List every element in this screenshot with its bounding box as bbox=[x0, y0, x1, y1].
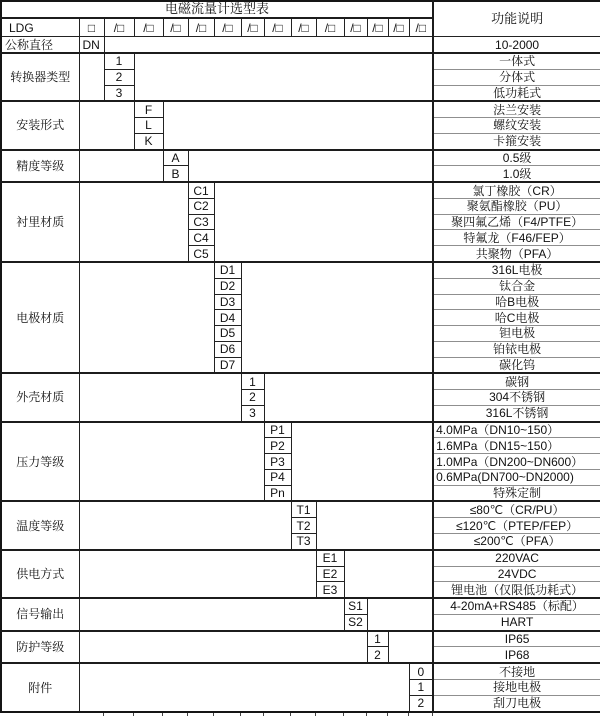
code-cell: 2 bbox=[104, 69, 134, 85]
function-column-header: 功能说明 bbox=[433, 1, 600, 37]
code-slot-cell: /□ bbox=[344, 18, 367, 37]
description-cell: 钽电极 bbox=[433, 326, 600, 342]
code-cell: D7 bbox=[214, 357, 241, 373]
groups-body bbox=[1, 1, 600, 712]
code-cell: K bbox=[134, 133, 163, 149]
description-cell: 碳化钨 bbox=[433, 357, 600, 373]
spacer-cell bbox=[79, 422, 264, 502]
table-row bbox=[1, 262, 600, 278]
description-cell: 氯丁橡胶（CR） bbox=[433, 182, 600, 198]
description-cell: 0.5级 bbox=[433, 150, 600, 166]
spacer-cell bbox=[79, 550, 316, 598]
code-cell: E2 bbox=[316, 566, 344, 582]
code-cell: T3 bbox=[291, 533, 316, 549]
code-slot-cell: /□ bbox=[409, 18, 433, 37]
spacer-cell bbox=[79, 373, 241, 421]
code-cell: T1 bbox=[291, 501, 316, 517]
code-cell: C3 bbox=[188, 214, 214, 230]
table-row bbox=[1, 53, 600, 69]
description-cell: 低功耗式 bbox=[433, 85, 600, 101]
table-row bbox=[1, 598, 600, 614]
spacer-cell bbox=[188, 150, 433, 183]
description-cell: 分体式 bbox=[433, 69, 600, 85]
code-cell: P2 bbox=[264, 438, 291, 454]
table-row bbox=[1, 422, 600, 438]
code-cell: C1 bbox=[188, 182, 214, 198]
code-cell: C2 bbox=[188, 198, 214, 214]
code-cell: 1 bbox=[409, 679, 433, 695]
description-cell: 特氟龙（F46/FEP） bbox=[433, 230, 600, 246]
spacer-cell bbox=[344, 550, 433, 598]
description-cell: 刮刀电极 bbox=[433, 695, 600, 712]
code-cell: D2 bbox=[214, 278, 241, 294]
code-cell: P1 bbox=[264, 422, 291, 438]
spacer-cell bbox=[79, 150, 163, 183]
description-cell: 0.6MPa(DN700~DN2000) bbox=[433, 469, 600, 485]
category-label: 电极材质 bbox=[1, 262, 79, 373]
description-cell: IP68 bbox=[433, 647, 600, 663]
code-cell: C5 bbox=[188, 246, 214, 262]
description-cell: 聚氨酯橡胶（PU） bbox=[433, 198, 600, 214]
table-row bbox=[1, 501, 600, 517]
table-row bbox=[1, 150, 600, 166]
code-cell: E1 bbox=[316, 550, 344, 566]
description-cell: 24VDC bbox=[433, 566, 600, 582]
spacer-cell bbox=[79, 101, 134, 149]
dn-row bbox=[1, 37, 600, 53]
description-cell: ≤200℃（PFA） bbox=[433, 533, 600, 549]
code-slot-cell: /□ bbox=[188, 18, 214, 37]
code-cell: T2 bbox=[291, 518, 316, 534]
category-label: 信号输出 bbox=[1, 598, 79, 631]
description-cell: 220VAC bbox=[433, 550, 600, 566]
description-cell: HART bbox=[433, 614, 600, 630]
code-slot-cell: /□ bbox=[134, 18, 163, 37]
spacer-cell bbox=[134, 53, 433, 101]
table-row bbox=[1, 631, 600, 647]
description-cell: 共聚物（PFA） bbox=[433, 246, 600, 262]
description-cell: 卡箍安装 bbox=[433, 133, 600, 149]
code-cell: DN bbox=[79, 37, 104, 53]
spacer-cell bbox=[79, 53, 104, 101]
description-cell: 螺纹安装 bbox=[433, 118, 600, 134]
code-cell: 2 bbox=[241, 390, 264, 406]
code-cell: A bbox=[163, 150, 188, 166]
spacer-cell bbox=[163, 101, 433, 149]
code-slot-cell: /□ bbox=[316, 18, 344, 37]
code-slot-cell: /□ bbox=[367, 18, 388, 37]
spacer-cell bbox=[214, 182, 433, 262]
code-cell: 1 bbox=[241, 373, 264, 389]
description-cell: 特殊定制 bbox=[433, 485, 600, 501]
code-slot-cell: /□ bbox=[214, 18, 241, 37]
code-slot-cell: /□ bbox=[163, 18, 188, 37]
code-slot-cell: /□ bbox=[264, 18, 291, 37]
spacer-cell bbox=[241, 262, 433, 373]
category-label: 外壳材质 bbox=[1, 373, 79, 421]
table-row bbox=[1, 182, 600, 198]
description-cell: 聚四氟乙烯（F4/PTFE） bbox=[433, 214, 600, 230]
code-cell: D3 bbox=[214, 294, 241, 310]
description-cell: 1.6MPa（DN15~150） bbox=[433, 438, 600, 454]
table-row bbox=[1, 373, 600, 389]
category-label: 转换器类型 bbox=[1, 53, 79, 101]
description-cell: ≤120℃（PTEP/FEP） bbox=[433, 518, 600, 534]
table-row bbox=[1, 101, 600, 117]
description-cell: 铂铱电极 bbox=[433, 341, 600, 357]
code-cell: D5 bbox=[214, 326, 241, 342]
description-cell: 1.0级 bbox=[433, 166, 600, 182]
description-cell: 钛合金 bbox=[433, 278, 600, 294]
description-cell: ≤80℃（CR/PU） bbox=[433, 501, 600, 517]
code-cell: S1 bbox=[344, 598, 367, 614]
table-row bbox=[1, 550, 600, 566]
spacer-cell bbox=[79, 501, 291, 549]
spacer-cell bbox=[79, 631, 367, 664]
description-cell: 316L不锈钢 bbox=[433, 405, 600, 421]
code-cell: 1 bbox=[104, 53, 134, 69]
code-cell: 1 bbox=[367, 631, 388, 647]
spacer-cell bbox=[264, 373, 433, 421]
code-cell: 3 bbox=[241, 405, 264, 421]
code-cell: 2 bbox=[367, 647, 388, 663]
category-label: 供电方式 bbox=[1, 550, 79, 598]
description-cell: 4-20mA+RS485（标配） bbox=[433, 598, 600, 614]
category-label: 防护等级 bbox=[1, 631, 79, 664]
model-prefix: LDG bbox=[1, 18, 79, 37]
description-cell: 4.0MPa（DN10~150） bbox=[433, 422, 600, 438]
description-cell: 锂电池（仅限低功耗式） bbox=[433, 582, 600, 598]
category-label: 精度等级 bbox=[1, 150, 79, 183]
description-cell: 不接地 bbox=[433, 663, 600, 679]
description-cell: 316L电极 bbox=[433, 262, 600, 278]
code-slot-cell: /□ bbox=[104, 18, 134, 37]
description-cell: 1.0MPa（DN200~DN600） bbox=[433, 454, 600, 470]
table-row bbox=[1, 663, 600, 679]
code-cell: P4 bbox=[264, 469, 291, 485]
code-cell: D6 bbox=[214, 341, 241, 357]
spacer-cell bbox=[388, 631, 433, 664]
code-cell: P3 bbox=[264, 454, 291, 470]
description-cell: 哈C电极 bbox=[433, 310, 600, 326]
code-cell: 3 bbox=[104, 85, 134, 101]
spacer-cell bbox=[104, 37, 433, 53]
code-cell: S2 bbox=[344, 614, 367, 630]
description-cell: 接地电极 bbox=[433, 679, 600, 695]
code-cell: C4 bbox=[188, 230, 214, 246]
category-label: 温度等级 bbox=[1, 501, 79, 549]
category-label: 附件 bbox=[1, 663, 79, 712]
description-cell: 304不锈钢 bbox=[433, 390, 600, 406]
description-cell: 一体式 bbox=[433, 53, 600, 69]
description-cell: 10-2000 bbox=[433, 37, 600, 53]
category-label: 公称直径 bbox=[1, 37, 79, 53]
spacer-cell bbox=[79, 598, 344, 631]
spacer-cell bbox=[367, 598, 433, 631]
code-cell: F bbox=[134, 101, 163, 117]
code-slot-cell: /□ bbox=[388, 18, 409, 37]
code-cell: Pn bbox=[264, 485, 291, 501]
code-cell: 2 bbox=[409, 695, 433, 712]
category-label: 衬里材质 bbox=[1, 182, 79, 262]
code-cell: L bbox=[134, 118, 163, 134]
category-label: 安装形式 bbox=[1, 101, 79, 149]
code-cell: E3 bbox=[316, 582, 344, 598]
spacer-cell bbox=[79, 663, 409, 712]
description-cell: 碳钢 bbox=[433, 373, 600, 389]
table-title: 电磁流量计选型表 bbox=[1, 1, 433, 18]
category-label: 压力等级 bbox=[1, 422, 79, 502]
code-cell: D4 bbox=[214, 310, 241, 326]
code-slot-cell: /□ bbox=[241, 18, 264, 37]
header-row bbox=[1, 1, 600, 18]
description-cell: 哈B电极 bbox=[433, 294, 600, 310]
code-cell: B bbox=[163, 166, 188, 182]
spacer-cell bbox=[316, 501, 433, 549]
code-cell: 0 bbox=[409, 663, 433, 679]
code-box-cell: □ bbox=[79, 18, 104, 37]
code-cell: D1 bbox=[214, 262, 241, 278]
spacer-cell bbox=[291, 422, 433, 502]
code-slot-cell: /□ bbox=[291, 18, 316, 37]
spacer-cell bbox=[79, 262, 214, 373]
description-cell: 法兰安装 bbox=[433, 101, 600, 117]
spacer-cell bbox=[79, 182, 188, 262]
description-cell: IP65 bbox=[433, 631, 600, 647]
